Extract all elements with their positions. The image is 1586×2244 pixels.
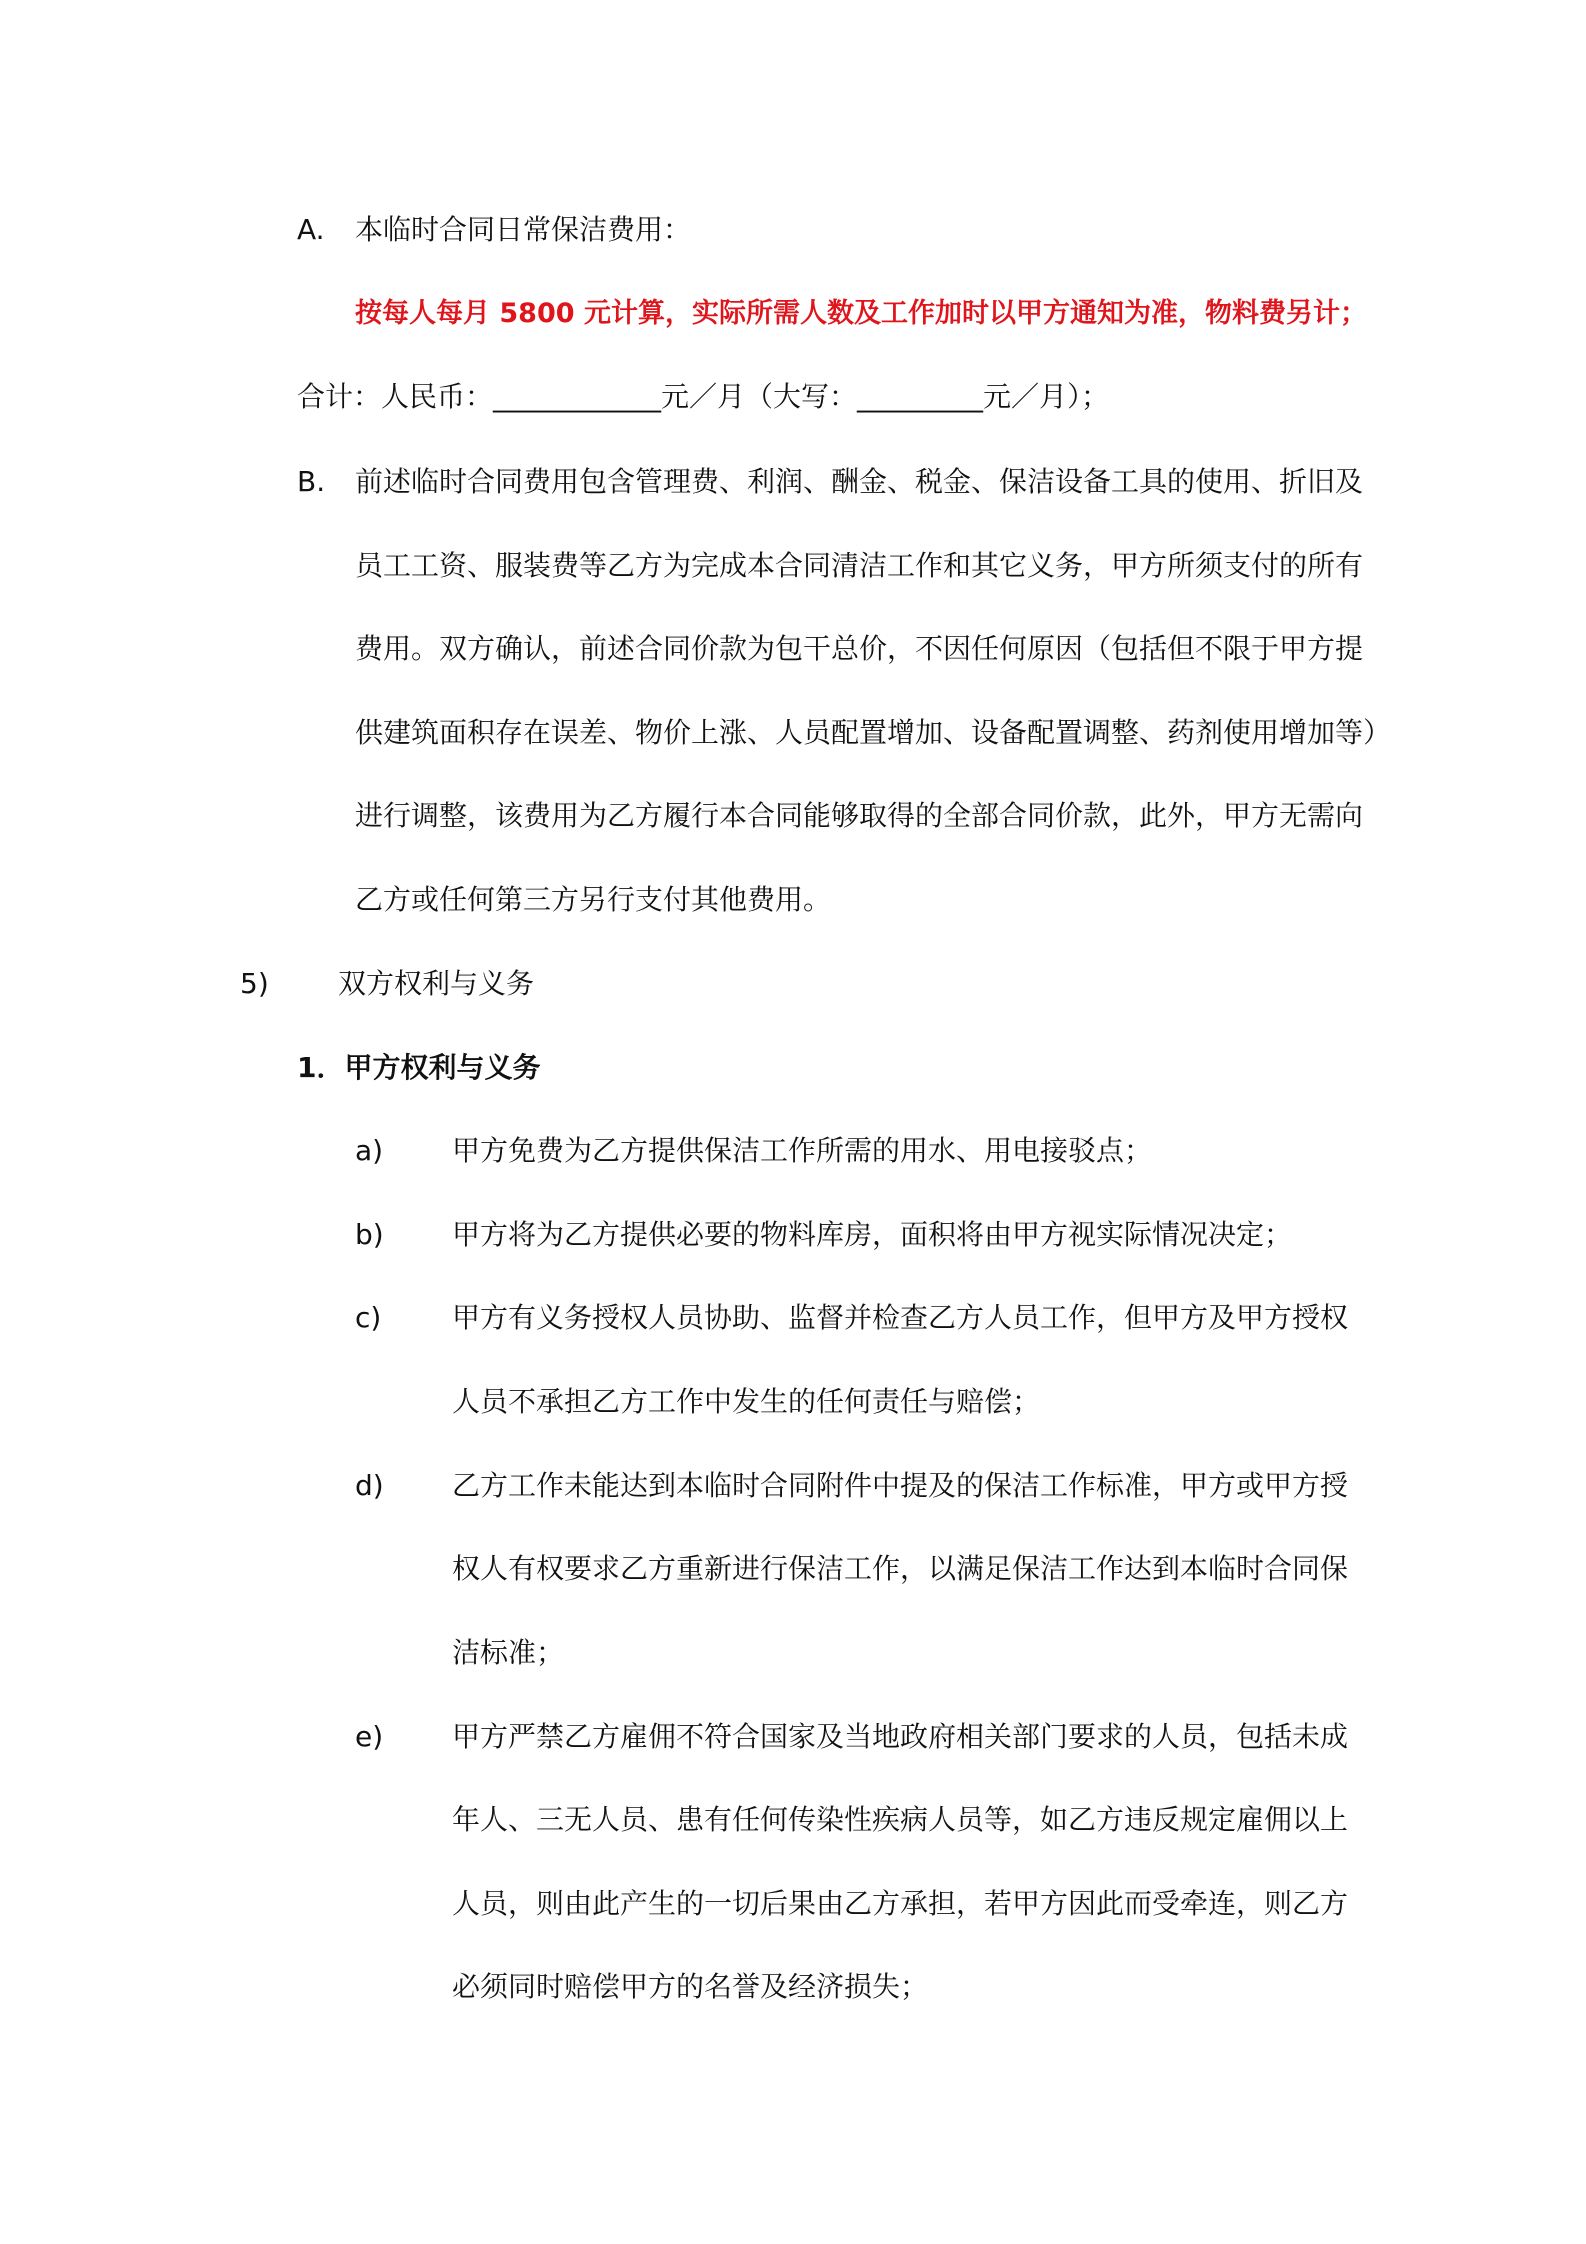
- section-a-marker: A.: [297, 213, 325, 246]
- item-b-line: 甲方将为乙方提供必要的物料库房，面积将由甲方视实际情况决定；: [452, 1218, 1293, 1251]
- section-a-total: 合计：人民币：____________元／月（大写：_________元／月）；: [297, 380, 1110, 413]
- section-b-line: 进行调整，该费用为乙方履行本合同能够取得的全部合同价款，此外，甲方无需向: [355, 799, 1364, 832]
- section-b-line: 员工工资、服装费等乙方为完成本合同清洁工作和其它义务，甲方所须支付的所有: [355, 549, 1364, 582]
- item-d-line: 洁标准；: [452, 1636, 565, 1669]
- item-c-marker: c): [355, 1301, 382, 1334]
- item-a-marker: a): [355, 1134, 384, 1167]
- section-5-marker: 5): [240, 967, 269, 1000]
- item-d-line: 权人有权要求乙方重新进行保洁工作，以满足保洁工作达到本临时合同保: [452, 1552, 1349, 1585]
- item-c-line: 甲方有义务授权人员协助、监督并检查乙方人员工作，但甲方及甲方授权: [452, 1301, 1349, 1334]
- section-a-highlight: 按每人每月 5800 元计算，实际所需人数及工作加时以甲方通知为准，物料费另计；: [355, 298, 1367, 329]
- item-a-line: 甲方免费为乙方提供保洁工作所需的用水、用电接驳点；: [452, 1134, 1153, 1167]
- section-5-title: 双方权利与义务: [338, 967, 535, 1000]
- section-b-marker: B.: [297, 465, 326, 498]
- item-e-line: 人员，则由此产生的一切后果由乙方承担，若甲方因此而受牵连，则乙方: [452, 1887, 1349, 1920]
- item-d-marker: d): [355, 1469, 384, 1502]
- item-e-line: 甲方严禁乙方雇佣不符合国家及当地政府相关部门要求的人员，包括未成: [452, 1720, 1349, 1753]
- section-b-line: 乙方或任何第三方另行支付其他费用。: [355, 883, 832, 916]
- item-d-line: 乙方工作未能达到本临时合同附件中提及的保洁工作标准，甲方或甲方授: [452, 1469, 1349, 1502]
- item-e-line: 必须同时赔偿甲方的名誉及经济损失；: [452, 1970, 929, 2003]
- item-c-line: 人员不承担乙方工作中发生的任何责任与赔偿；: [452, 1385, 1041, 1418]
- item-e-line: 年人、三无人员、患有任何传染性疾病人员等，如乙方违反规定雇佣以上: [452, 1803, 1349, 1836]
- section-b-line: 费用。双方确认，前述合同价款为包干总价，不因任何原因（包括但不限于甲方提: [355, 632, 1364, 665]
- item-b-marker: b): [355, 1218, 384, 1251]
- subsection-1-title: 1．甲方权利与义务: [297, 1051, 541, 1084]
- section-b-line: 前述临时合同费用包含管理费、利润、酬金、税金、保洁设备工具的使用、折旧及: [355, 465, 1364, 498]
- section-b-line: 供建筑面积存在误差、物价上涨、人员配置增加、设备配置调整、药剂使用增加等）: [355, 716, 1392, 749]
- item-e-marker: e): [355, 1720, 384, 1753]
- section-a-title: 本临时合同日常保洁费用：: [355, 213, 692, 246]
